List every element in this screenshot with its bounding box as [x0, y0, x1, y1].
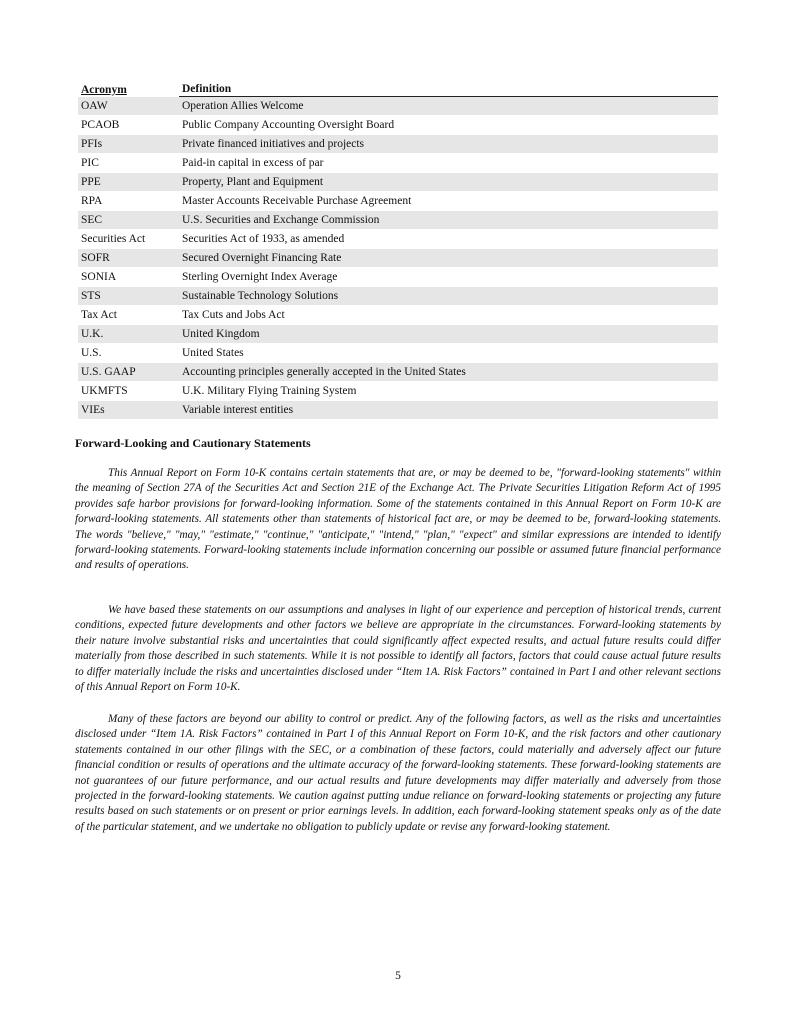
acronym-cell: Tax Act [78, 306, 179, 325]
definition-cell: Securities Act of 1933, as amended [179, 230, 718, 249]
acronym-cell: RPA [78, 192, 179, 211]
table-row [78, 325, 718, 344]
definition-cell: U.S. Securities and Exchange Commission [179, 211, 718, 230]
table-row [78, 344, 718, 363]
table-row [78, 173, 718, 192]
definition-cell: Variable interest entities [179, 401, 718, 420]
table-row [78, 268, 718, 287]
page-number: 5 [395, 970, 401, 982]
acronym-cell: U.S. GAAP [78, 363, 179, 382]
table-row [78, 97, 718, 116]
acronym-cell: VIEs [78, 401, 179, 420]
acronym-cell: OAW [78, 97, 179, 116]
acronym-column-header: Acronym [81, 83, 127, 96]
definition-cell: Public Company Accounting Oversight Board [179, 116, 718, 135]
acronym-table-body [78, 97, 718, 420]
definition-cell: Accounting principles generally accepted in the United States [179, 363, 718, 382]
acronym-cell: PFIs [78, 135, 179, 154]
acronym-table-container [78, 80, 718, 420]
definition-cell: Secured Overnight Financing Rate [179, 249, 718, 268]
acronym-cell: U.K. [78, 325, 179, 344]
definition-cell: Sterling Overnight Index Average [179, 268, 718, 287]
acronym-cell: SONIA [78, 268, 179, 287]
table-row [78, 211, 718, 230]
acronym-cell: SEC [78, 211, 179, 230]
acronym-cell: PIC [78, 154, 179, 173]
table-row [78, 401, 718, 420]
acronym-cell: PPE [78, 173, 179, 192]
acronym-cell: UKMFTS [78, 382, 179, 401]
definition-cell: Tax Cuts and Jobs Act [179, 306, 718, 325]
table-row [78, 363, 718, 382]
acronym-table [78, 80, 718, 420]
acronym-cell: U.S. [78, 344, 179, 363]
section-heading: Forward-Looking and Cautionary Statements [75, 436, 311, 450]
acronym-cell: Securities Act [78, 230, 179, 249]
definition-cell: Sustainable Technology Solutions [179, 287, 718, 306]
table-header-row [78, 80, 718, 97]
definition-column-header: Definition [179, 80, 718, 97]
acronym-cell: STS [78, 287, 179, 306]
definition-cell: Master Accounts Receivable Purchase Agreement [179, 192, 718, 211]
acronym-cell: PCAOB [78, 116, 179, 135]
definition-cell: Paid-in capital in excess of par [179, 154, 718, 173]
table-row [78, 306, 718, 325]
paragraph-forward-looking-intro: This Annual Report on Form 10-K contains certain statements that are, or may be deemed to be, "forward-looking statements" within the meaning of Section 27A of the Securities Act and Section 21E of the Exchange Act. The Private Securities Litigation Reform Act of 1995 provides safe harbor provisions for forward-looking information. Some of the statements contained in this Annual Report on Form 10-K are forward-looking statements. All statements other than statements of historical fact are, or may be deemed to be, forward-looking statements. The words "believe," "may," "estimate," "continue," "anticipate," "intend," "plan," "expect" and similar expressions are intended to identify forward-looking statements. Forward-looking statements include information concerning our possible or assumed future financial performance and results of operations. [75, 467, 721, 572]
table-row [78, 249, 718, 268]
table-row [78, 135, 718, 154]
definition-cell: U.K. Military Flying Training System [179, 382, 718, 401]
definition-cell: Private financed initiatives and projects [179, 135, 718, 154]
table-row [78, 230, 718, 249]
table-row [78, 382, 718, 401]
table-row [78, 287, 718, 306]
acronym-cell: SOFR [78, 249, 179, 268]
paragraph-risk-factors: Many of these factors are beyond our ability to control or predict. Any of the following factors, as well as the risks and uncertainties disclosed under “Item 1A. Risk Factors” contained in Part I of this Annual Report on Form 10-K, and the risk factors and other cautionary statements contained in our other filings with the SEC, or a combination of these factors, could materially and adversely affect our future financial condition or results of operations and the ultimate accuracy of the forward-looking statements. These forward-looking statements are not guarantees of our future performance, and our actual results and future developments may differ materially and adversely from those projected in the forward-looking statements. We caution against putting undue reliance on forward-looking statements or projecting any future results based on such statements or on present or prior earnings levels. In addition, each forward-looking statement speaks only as of the date of the particular statement, and we undertake no obligation to publicly update or revise any forward-looking statement. [75, 713, 721, 833]
definition-cell: Operation Allies Welcome [179, 97, 718, 116]
definition-cell: United Kingdom [179, 325, 718, 344]
table-row [78, 192, 718, 211]
definition-cell: United States [179, 344, 718, 363]
definition-cell: Property, Plant and Equipment [179, 173, 718, 192]
table-row [78, 154, 718, 173]
table-row [78, 116, 718, 135]
paragraph-assumptions: We have based these statements on our assumptions and analyses in light of our experience and perception of historical trends, current conditions, expected future developments and other factors we believe are appropriate in the circumstances. Forward-looking statements by their nature involve substantial risks and uncertainties that could significantly affect expected results, and actual future results could differ materially from those described in such statements. While it is not possible to identify all factors, factors that could cause actual future results to differ materially include the risks and uncertainties disclosed under “Item 1A. Risk Factors” contained in Part I and other relevant sections of this Annual Report on Form 10-K. [75, 604, 721, 694]
